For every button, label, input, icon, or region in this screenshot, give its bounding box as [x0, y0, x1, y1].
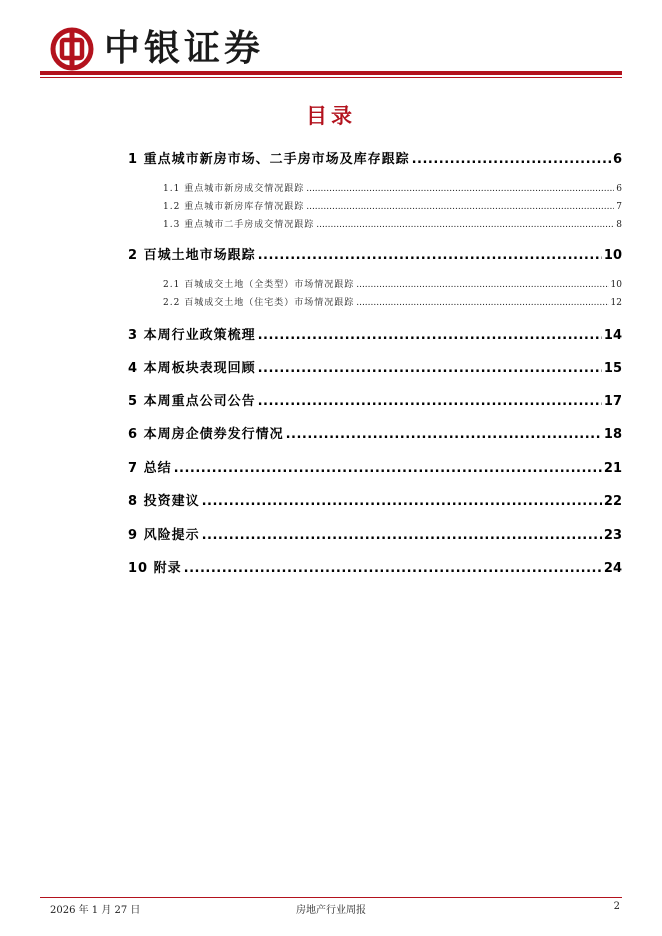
toc-entry-1[interactable] [128, 148, 622, 167]
leader-dots [306, 202, 614, 212]
toc-entry-3[interactable] [128, 324, 622, 343]
toc-entry-number: 1.1 [163, 184, 181, 194]
leader-dots [258, 361, 602, 376]
toc-entry-1-1[interactable] [163, 181, 622, 194]
footer-divider [40, 897, 622, 898]
toc-entry-page: 23 [603, 528, 622, 543]
toc-entry-page: 8 [616, 220, 622, 230]
toc-entry-label: 百城成交土地（住宅类）市场情况跟踪 [184, 298, 355, 308]
toc-entry-6[interactable] [128, 423, 622, 442]
toc-entry-label: 本周重点公司公告 [143, 394, 256, 409]
toc-entry-number: 3 [128, 328, 139, 343]
header-divider [40, 71, 622, 75]
toc-entry-2[interactable] [128, 244, 622, 263]
toc-entry-page: 7 [616, 202, 622, 212]
toc-entry-5[interactable] [128, 390, 622, 409]
toc-entry-page: 10 [610, 280, 622, 290]
toc-entry-4[interactable] [128, 357, 622, 376]
toc-entry-label: 总结 [143, 461, 172, 476]
toc-entry-label: 重点城市二手房成交情况跟踪 [184, 220, 315, 230]
toc-entry-2-1[interactable] [163, 277, 622, 290]
toc-entry-label: 百城土地市场跟踪 [143, 248, 256, 263]
toc-entry-number: 1.3 [163, 220, 181, 230]
toc-entry-9[interactable] [128, 524, 622, 543]
toc-entry-number: 2 [128, 248, 139, 263]
toc-entry-2-2[interactable] [163, 295, 622, 308]
toc-entry-label: 重点城市新房库存情况跟踪 [184, 202, 305, 212]
toc-entry-number: 1 [128, 152, 139, 167]
leader-dots [286, 427, 602, 442]
toc-entry-1-3[interactable] [163, 217, 622, 230]
leader-dots [202, 528, 602, 543]
toc-title: 目录 [306, 104, 356, 128]
toc-entry-page: 6 [616, 184, 622, 194]
toc-entry-10[interactable] [128, 557, 622, 576]
toc-entry-label: 本周房企债券发行情况 [143, 427, 284, 442]
toc-entry-number: 2.2 [163, 298, 181, 308]
toc-entry-number: 4 [128, 361, 139, 376]
toc-entry-page: 14 [603, 328, 622, 343]
report-date: 2026 年 1 月 27 日 [50, 905, 141, 916]
toc-entry-number: 9 [128, 528, 139, 543]
leader-dots [174, 461, 602, 476]
toc-entry-number: 1.2 [163, 202, 181, 212]
toc-entry-page: 10 [603, 248, 622, 263]
leader-dots [316, 220, 614, 230]
brand-name: 中银证券 [104, 27, 265, 69]
toc-entry-8[interactable] [128, 490, 622, 509]
toc-entry-page: 6 [612, 152, 622, 167]
toc-entry-page: 15 [603, 361, 622, 376]
leader-dots [184, 561, 602, 576]
toc-entry-label: 本周板块表现回顾 [143, 361, 256, 376]
leader-dots [356, 298, 608, 308]
toc-entry-page: 24 [603, 561, 622, 576]
page-number: 2 [613, 901, 620, 912]
leader-dots [258, 248, 602, 263]
header-divider-thin [40, 77, 622, 78]
toc-entry-label: 本周行业政策梳理 [143, 328, 256, 343]
leader-dots [306, 184, 614, 194]
toc-entry-number: 8 [128, 494, 139, 509]
leader-dots [202, 494, 602, 509]
toc-entry-page: 22 [603, 494, 622, 509]
toc-entry-page: 12 [610, 298, 622, 308]
toc-entry-label: 重点城市新房成交情况跟踪 [184, 184, 305, 194]
toc-entry-number: 7 [128, 461, 139, 476]
leader-dots [258, 394, 602, 409]
toc-entry-page: 17 [603, 394, 622, 409]
leader-dots [412, 152, 611, 167]
report-type: 房地产行业周报 [296, 905, 366, 916]
leader-dots [258, 328, 602, 343]
toc-entry-label: 风险提示 [143, 528, 200, 543]
toc-entry-number: 5 [128, 394, 139, 409]
toc-entry-label: 重点城市新房市场、二手房市场及库存跟踪 [143, 152, 410, 167]
toc-entry-page: 18 [603, 427, 622, 442]
page-header [0, 0, 662, 80]
toc-entry-page: 21 [603, 461, 622, 476]
toc-entry-number: 6 [128, 427, 139, 442]
toc-entry-number: 2.1 [163, 280, 181, 290]
toc-entry-label: 百城成交土地（全类型）市场情况跟踪 [184, 280, 355, 290]
bank-of-china-logo-icon [50, 27, 94, 71]
toc-entry-label: 附录 [153, 561, 182, 576]
toc-entry-1-2[interactable] [163, 199, 622, 212]
toc-entry-label: 投资建议 [143, 494, 200, 509]
toc-entry-number: 10 [128, 561, 149, 576]
leader-dots [356, 280, 608, 290]
toc-entry-7[interactable] [128, 457, 622, 476]
